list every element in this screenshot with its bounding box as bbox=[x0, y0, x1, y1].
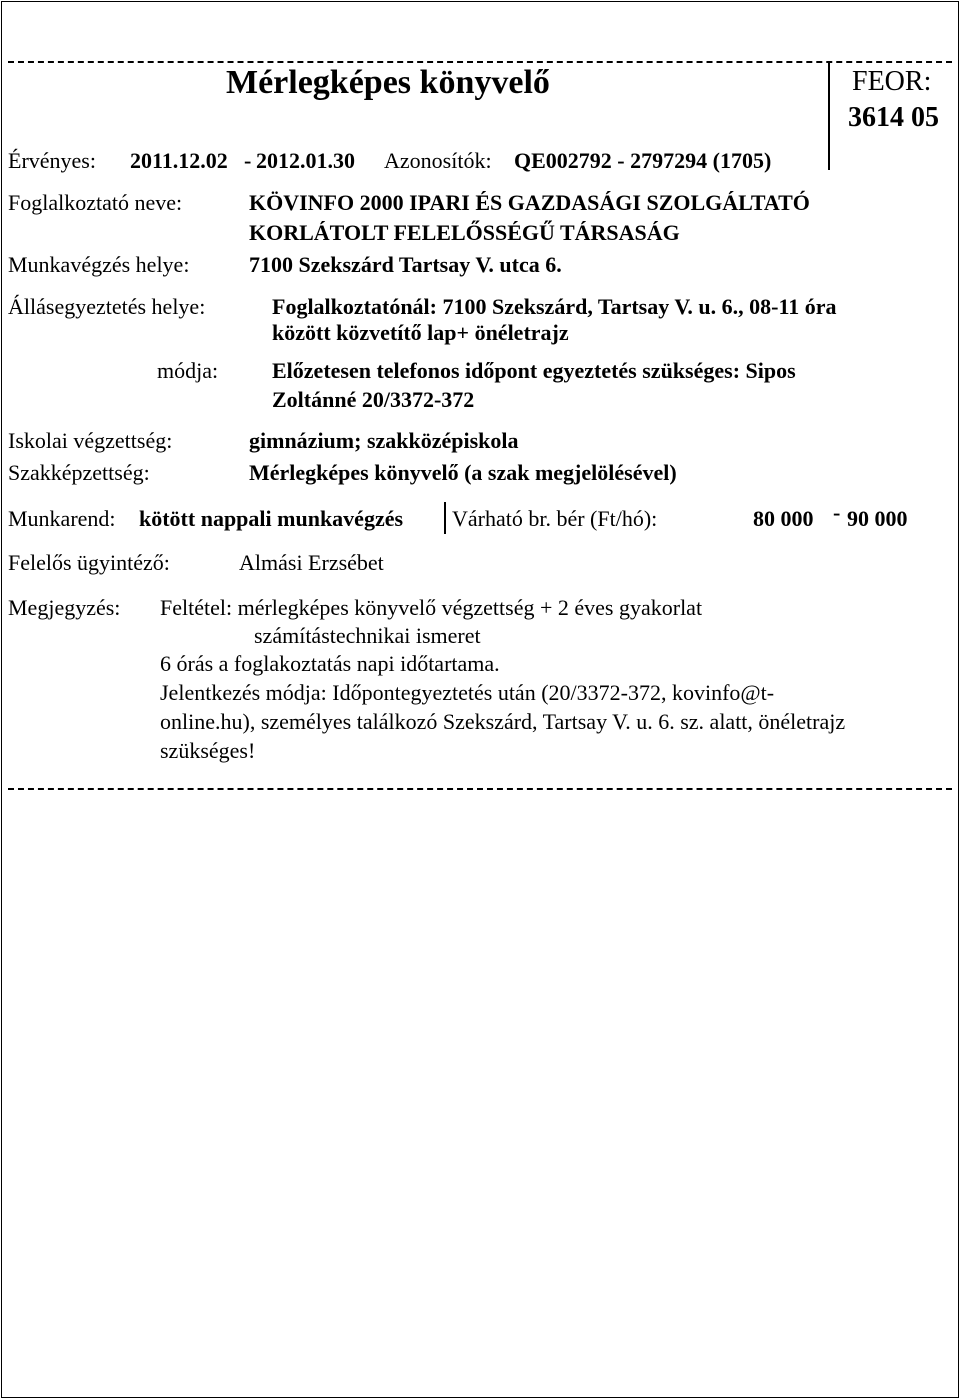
interview-place-line1: Foglalkoztatónál: 7100 Szekszárd, Tartsay V. u. 6., 08-11 óra bbox=[272, 294, 837, 319]
education-label: Iskolai végzettség: bbox=[8, 428, 173, 453]
employer-name-line2: KORLÁTOLT FELELŐSSÉGŰ TÁRSASÁG bbox=[249, 220, 680, 245]
workplace-value: 7100 Szekszárd Tartsay V. utca 6. bbox=[249, 252, 562, 277]
education-value: gimnázium; szakközépiskola bbox=[249, 428, 519, 453]
note-line: Feltétel: mérlegképes könyvelő végzettség + 2 éves gyakorlat bbox=[160, 595, 703, 620]
note-line: szükséges! bbox=[160, 738, 256, 763]
employer-label: Foglalkoztató neve: bbox=[8, 190, 183, 215]
validity-from: 2011.12.02 bbox=[130, 148, 228, 173]
note-line: Jelentkezés módja: Időpontegyeztetés után (20/3372-372, kovinfo@t- bbox=[160, 680, 775, 705]
validity-label: Érvényes: bbox=[8, 148, 96, 173]
contact-value: Almási Erzsébet bbox=[239, 550, 384, 575]
employer-name-line1: KÖVINFO 2000 IPARI ÉS GAZDASÁGI SZOLGÁLTATÓ bbox=[249, 190, 810, 215]
interview-place-label: Állásegyeztetés helye: bbox=[8, 294, 206, 319]
qualification-value: Mérlegképes könyvelő (a szak megjelölésével) bbox=[249, 460, 677, 485]
qualification-label: Szakképzettség: bbox=[8, 460, 150, 485]
job-title: Mérlegképes könyvelő bbox=[226, 64, 550, 101]
workplace-label: Munkavégzés helye: bbox=[8, 252, 190, 277]
validity-to: 2012.01.30 bbox=[256, 148, 355, 173]
bottom-dashed-divider bbox=[8, 788, 952, 790]
ids-label: Azonosítók: bbox=[384, 148, 492, 173]
note-line: 6 órás a foglakoztatás napi időtartama. bbox=[160, 651, 500, 676]
note-line: számítástechnikai ismeret bbox=[254, 623, 481, 648]
interview-method-label: módja: bbox=[157, 358, 219, 383]
salary-from: 80 000 bbox=[753, 506, 814, 531]
feor-code: 3614 05 bbox=[848, 102, 939, 133]
salary-to: 90 000 bbox=[847, 506, 908, 531]
schedule-salary-divider bbox=[444, 502, 446, 534]
note-label: Megjegyzés: bbox=[8, 595, 121, 620]
interview-method-line2: Zoltánné 20/3372-372 bbox=[272, 387, 475, 412]
top-dashed-divider bbox=[8, 61, 952, 63]
salary-separator: - bbox=[833, 500, 841, 525]
contact-label: Felelős ügyintéző: bbox=[8, 550, 170, 575]
interview-method-line1: Előzetesen telefonos időpont egyeztetés szükséges: Sipos bbox=[272, 358, 796, 383]
feor-label: FEOR: bbox=[852, 66, 932, 97]
feor-divider bbox=[828, 62, 830, 170]
schedule-value: kötött nappali munkavégzés bbox=[139, 506, 404, 531]
interview-place-line2: között közvetítő lap+ önéletrajz bbox=[272, 320, 569, 345]
salary-label: Várható br. bér (Ft/hó): bbox=[452, 506, 658, 531]
note-line: online.hu), személyes találkozó Szekszárd, Tartsay V. u. 6. sz. alatt, önéletrajz bbox=[160, 709, 846, 734]
validity-separator: - bbox=[244, 148, 252, 173]
ids-value: QE002792 - 2797294 (1705) bbox=[514, 148, 772, 173]
schedule-label: Munkarend: bbox=[8, 506, 116, 531]
